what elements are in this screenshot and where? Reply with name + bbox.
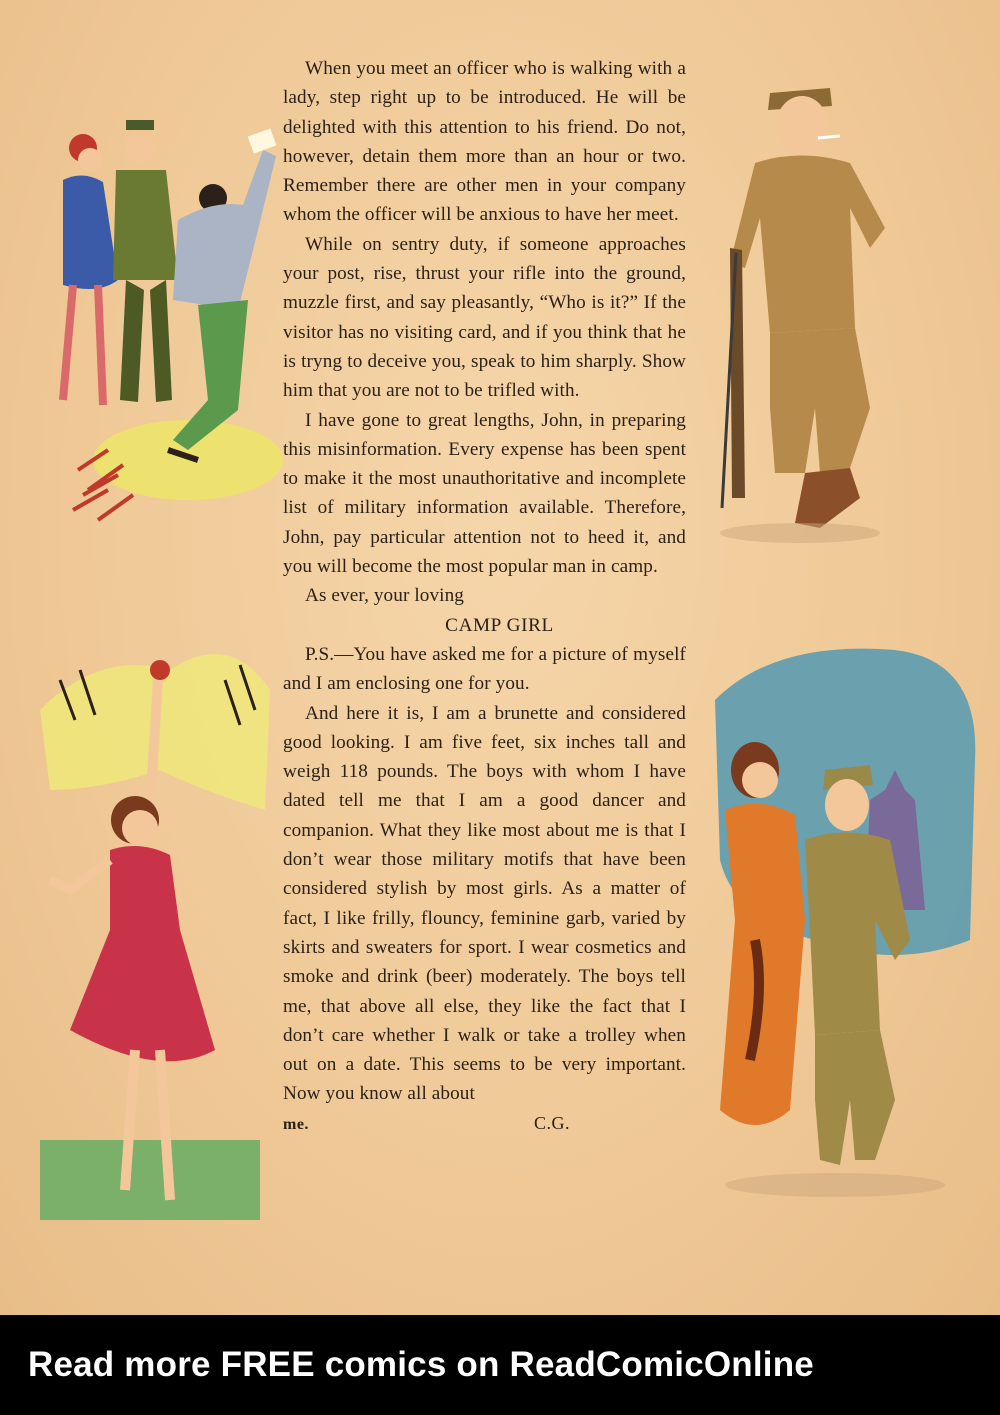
letter-signoff: As ever, your loving — [305, 585, 464, 607]
sentry-soldier-illustration — [700, 78, 930, 558]
letter-signature: CAMP GIRL — [445, 614, 554, 636]
promo-banner[interactable]: Read more FREE comics on ReadComicOnline — [0, 1315, 1000, 1415]
final-word: me. — [283, 1115, 309, 1133]
letter-closing-line — [283, 1109, 686, 1139]
letter-paragraph: When you meet an officer who is walking with a lady, step right up to be introduced. He will be delighted with this attention to his friend. Do not, however, detain them more than an hour or two. Remember there are other men in your company whom the officer will be anxious to have her meet. — [283, 58, 686, 226]
closing-initials: C.G. — [533, 1112, 570, 1133]
postscript-paragraph: P.S.—You have asked me for a picture of myself and I am enclosing one for you. — [283, 643, 686, 695]
officer-and-lady-illustration — [38, 110, 283, 530]
letter-paragraph: While on sentry duty, if someone approaches your post, rise, thrust your rifle into the ground, muzzle first, and say pleasantly, “Who is it?” If the visitor has no visiting card, and if you think that he is tryng to deceive you, speak to him sharply. Show him that you are not to be trifled with. — [283, 233, 686, 402]
letter-paragraph: I have gone to great lengths, John, in preparing this misinformation. Every expense has been spent to make it the most unauthoritative and incomplete list of military information available. Therefore, John, pay particular attention not to heed it, and you will become the most popular man in camp. — [283, 409, 686, 578]
postscript-paragraph: And here it is, I am a brunette and considered good looking. I am five feet, six inches tall and weigh 118 pounds. The boys with whom I have dated tell me that I am a good dancer and companion. What they like most about me is that I don’t wear those military motifs that have been considered stylish by most girls. As a matter of fact, I like frilly, flouncy, feminine garb, varied by skirts and sweaters for sport. I wear cosmetics and smoke and drink (beer) moderately. The boys tell me, that above all else, they like the fact that I don’t care whether I walk or take a trolley when out on a date. This seems to be very important. Now you know all about — [283, 702, 686, 1105]
letter-text — [283, 54, 686, 1139]
moonlit-couple-illustration — [695, 640, 980, 1210]
waving-woman-illustration — [40, 610, 280, 1230]
